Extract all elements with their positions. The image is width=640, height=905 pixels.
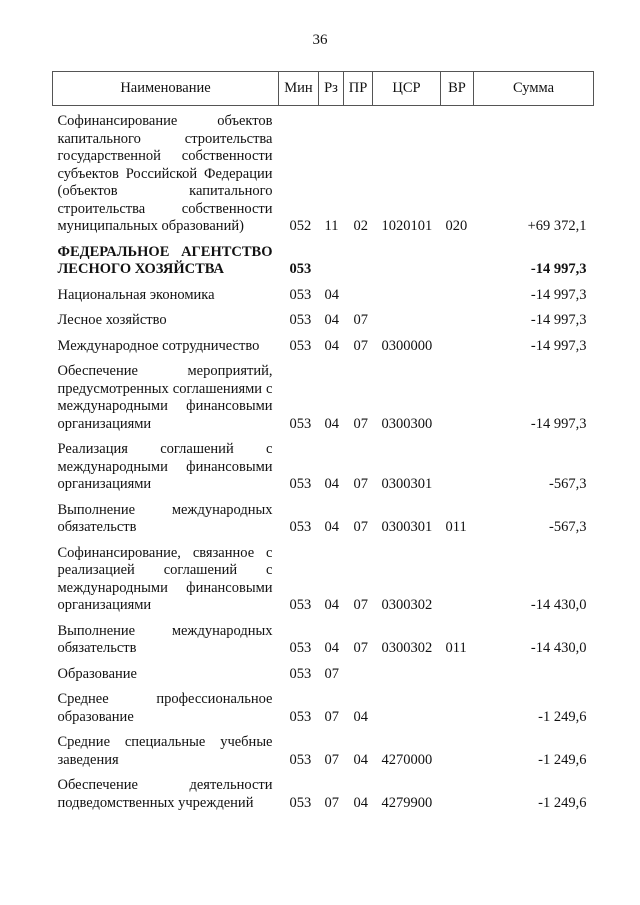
page-number: 36 xyxy=(312,32,328,48)
row-sum: -14 430,0 xyxy=(530,640,587,656)
row-min: 053 xyxy=(289,751,312,768)
row-sum: -14 997,3 xyxy=(530,415,587,432)
row-name: Национальная экономика xyxy=(57,286,215,303)
table-row xyxy=(53,433,594,494)
row-rz: 04 xyxy=(324,337,339,354)
table-row xyxy=(53,494,594,537)
row-pr: 07 xyxy=(353,312,368,328)
row-rz: 04 xyxy=(324,286,339,303)
row-min: 053 xyxy=(289,286,312,303)
row-name: Средние специальные учебные заведения xyxy=(57,734,273,768)
row-sum: -1 249,6 xyxy=(538,751,587,768)
row-csr xyxy=(373,304,441,330)
row-csr: 0300301 xyxy=(381,519,433,535)
row-rz: 04 xyxy=(324,312,339,328)
row-min: 053 xyxy=(289,794,312,811)
row-rz: 04 xyxy=(324,476,339,492)
header-csr: ЦСР xyxy=(373,72,441,106)
row-min: 053 xyxy=(289,261,312,277)
row-sum xyxy=(474,658,594,684)
row-sum: +69 372,1 xyxy=(527,218,587,234)
row-sum: -14 997,3 xyxy=(530,312,587,328)
row-rz: 04 xyxy=(324,640,339,656)
row-vr xyxy=(441,769,474,812)
row-rz: 04 xyxy=(324,415,339,432)
row-name: Обеспечение деятельности подведомственных учреждений xyxy=(57,777,273,811)
row-name: Среднее профессиональное образование xyxy=(57,691,273,725)
row-name: ФЕДЕРАЛЬНОЕ АГЕНТСТВО ЛЕСНОГО ХОЗЯЙСТВА xyxy=(57,243,273,277)
row-min: 053 xyxy=(289,597,312,613)
table-body xyxy=(53,106,594,813)
table-row xyxy=(53,330,594,356)
row-vr xyxy=(441,279,474,305)
row-pr: 04 xyxy=(353,708,368,725)
row-rz: 07 xyxy=(324,794,339,811)
row-rz: 07 xyxy=(324,751,339,768)
table-row xyxy=(53,769,594,812)
row-vr xyxy=(441,537,474,615)
row-csr xyxy=(373,683,441,726)
row-sum: -14 997,3 xyxy=(530,261,587,277)
row-name: Выполнение международных обязательств xyxy=(57,501,273,535)
row-rz: 07 xyxy=(324,708,339,725)
row-vr xyxy=(441,726,474,769)
row-vr: 020 xyxy=(445,218,468,234)
row-sum: -567,3 xyxy=(549,476,587,492)
row-vr xyxy=(441,236,474,279)
row-rz: 04 xyxy=(324,597,339,613)
row-sum: -1 249,6 xyxy=(538,794,587,811)
row-name: Реализация соглашений с международными финансовыми организациями xyxy=(57,441,273,492)
row-csr: 0300000 xyxy=(381,337,433,354)
row-pr: 02 xyxy=(353,218,368,234)
row-csr xyxy=(373,658,441,684)
table-row xyxy=(53,304,594,330)
row-csr: 4279900 xyxy=(381,794,433,811)
row-vr xyxy=(441,683,474,726)
row-pr xyxy=(344,279,373,305)
table-row xyxy=(53,615,594,658)
row-pr: 07 xyxy=(353,519,368,535)
row-min: 053 xyxy=(289,312,312,328)
header-pr: ПР xyxy=(344,72,373,106)
table-row xyxy=(53,106,594,236)
row-sum: -14 997,3 xyxy=(530,286,587,303)
row-name: Софинансирование, связанное с реализацией соглашений с международными финансовыми организациями xyxy=(57,544,273,613)
table-row xyxy=(53,683,594,726)
header-name: Наименование xyxy=(53,72,279,106)
row-min: 053 xyxy=(289,415,312,432)
row-pr: 07 xyxy=(353,597,368,613)
row-rz: 04 xyxy=(324,519,339,535)
row-pr xyxy=(344,658,373,684)
row-min: 053 xyxy=(289,708,312,725)
row-pr: 07 xyxy=(353,415,368,432)
row-sum: -14 997,3 xyxy=(530,337,587,354)
header-row xyxy=(53,72,594,106)
row-csr: 0300301 xyxy=(381,476,433,492)
row-name: Обеспечение мероприятий, предусмотренных соглашениями с международными финансовыми организациями xyxy=(57,363,273,432)
row-csr: 0300302 xyxy=(381,597,433,613)
header-vr: ВР xyxy=(441,72,474,106)
row-sum: -14 430,0 xyxy=(530,597,587,613)
header-rz: Рз xyxy=(319,72,344,106)
row-csr xyxy=(373,279,441,305)
row-name: Выполнение международных обязательств xyxy=(57,622,273,656)
row-vr xyxy=(441,355,474,433)
row-pr: 07 xyxy=(353,476,368,492)
row-min: 053 xyxy=(289,519,312,535)
row-vr xyxy=(441,433,474,494)
row-vr: 011 xyxy=(445,519,467,535)
table-row xyxy=(53,726,594,769)
row-csr: 0300302 xyxy=(381,640,433,656)
row-vr: 011 xyxy=(445,640,467,656)
table-row xyxy=(53,537,594,615)
row-rz: 07 xyxy=(324,665,339,682)
table-row xyxy=(53,236,594,279)
row-min: 052 xyxy=(289,218,312,234)
row-name: Лесное хозяйство xyxy=(57,312,167,328)
row-min: 053 xyxy=(289,476,312,492)
header-min: Мин xyxy=(279,72,319,106)
row-pr: 07 xyxy=(353,337,368,354)
row-name: Образование xyxy=(57,665,137,682)
row-vr xyxy=(441,658,474,684)
table-row xyxy=(53,279,594,305)
row-pr: 04 xyxy=(353,751,368,768)
row-sum: -1 249,6 xyxy=(538,708,587,725)
row-rz xyxy=(319,236,344,279)
row-name: Международное сотрудничество xyxy=(57,337,260,354)
row-pr: 04 xyxy=(353,794,368,811)
row-sum: -567,3 xyxy=(549,519,587,535)
row-pr: 07 xyxy=(353,640,368,656)
row-name: Софинансирование объектов капитального строительства государственной собственности субъектов Российской Федерации (объектов капитального строительства собственности муниципальных образований) xyxy=(57,113,273,234)
row-csr: 0300300 xyxy=(381,415,433,432)
table-row xyxy=(53,658,594,684)
row-csr: 4270000 xyxy=(381,751,433,768)
row-min: 053 xyxy=(289,640,312,656)
row-csr xyxy=(373,236,441,279)
table-row xyxy=(53,355,594,433)
row-csr: 1020101 xyxy=(381,218,433,234)
table-header xyxy=(53,72,594,106)
row-vr xyxy=(441,330,474,356)
header-sum: Сумма xyxy=(474,72,594,106)
row-vr xyxy=(441,304,474,330)
row-min: 053 xyxy=(289,337,312,354)
row-rz: 11 xyxy=(324,218,339,234)
row-min: 053 xyxy=(289,665,312,682)
budget-table xyxy=(52,71,594,812)
row-pr xyxy=(344,236,373,279)
